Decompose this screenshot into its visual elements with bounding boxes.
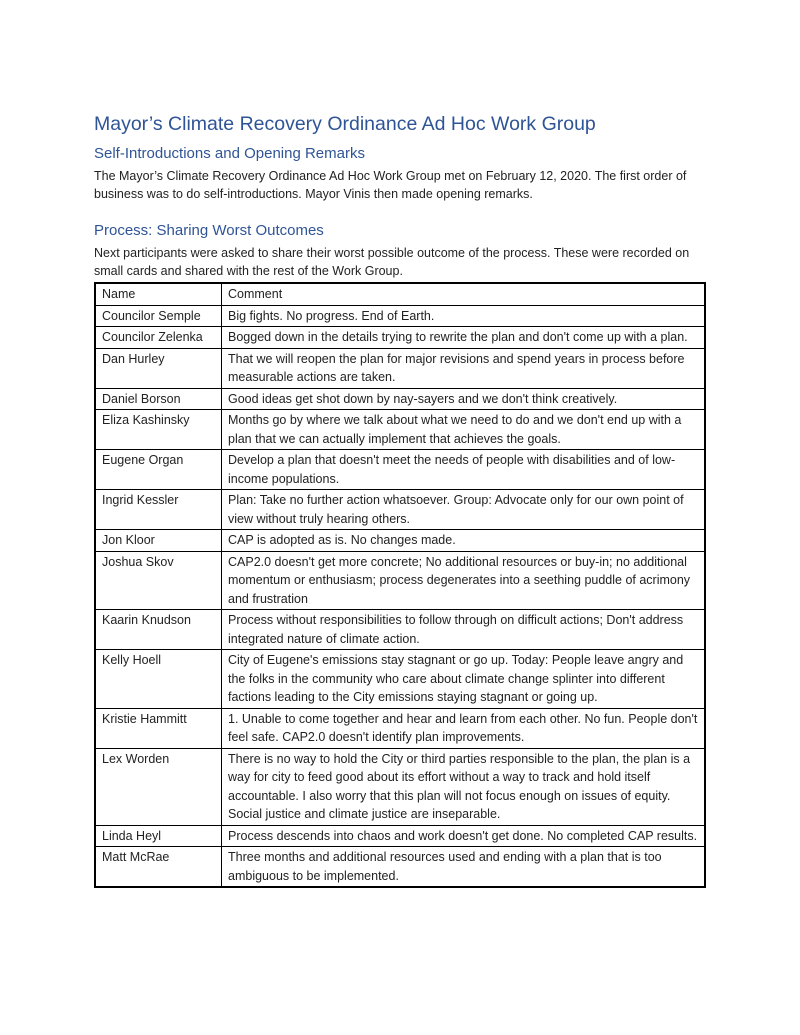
name-cell: Councilor Zelenka [95, 327, 222, 349]
table-row [95, 847, 705, 888]
comment-cell: There is no way to hold the City or third parties responsible to the plan, the plan is a way for city to feed good about its effort without a way to track and hold itself accountable. I also worry that this plan will not focus enough on issues of equity. Social justice and climate justice are inseparable. [222, 748, 706, 825]
name-cell: Kaarin Knudson [95, 610, 222, 650]
table-row [95, 650, 705, 709]
table-header-row [95, 283, 705, 305]
comment-cell: Process without responsibilities to follow through on difficult actions; Don't address integrated nature of climate action. [222, 610, 706, 650]
column-header-name: Name [95, 283, 222, 305]
table-row [95, 450, 705, 490]
name-cell: Kelly Hoell [95, 650, 222, 709]
table-row [95, 530, 705, 552]
section-heading-introductions: Self-Introductions and Opening Remarks [94, 145, 365, 162]
name-cell: Kristie Hammitt [95, 708, 222, 748]
comment-cell: CAP2.0 doesn't get more concrete; No additional resources or buy-in; no additional momentum or enthusiasm; process degenerates into a seething puddle of acrimony and frustration [222, 551, 706, 610]
name-cell: Linda Heyl [95, 825, 222, 847]
comment-cell: Process descends into chaos and work doesn't get done. No completed CAP results. [222, 825, 706, 847]
comment-cell: Months go by where we talk about what we need to do and we don't end up with a plan that we can actually implement that achieves the goals. [222, 410, 706, 450]
table-row [95, 410, 705, 450]
worst-outcomes-table [94, 282, 706, 888]
section-body-worst-outcomes: Next participants were asked to share their worst possible outcome of the process. These were recorded on small cards and shared with the rest of the Work Group. [94, 246, 690, 278]
document-title: Mayor’s Climate Recovery Ordinance Ad Hoc Work Group [94, 113, 596, 135]
comment-cell: Bogged down in the details trying to rewrite the plan and don't come up with a plan. [222, 327, 706, 349]
column-header-comment: Comment [222, 283, 706, 305]
table-row [95, 610, 705, 650]
table-row [95, 490, 705, 530]
name-cell: Joshua Skov [95, 551, 222, 610]
table-row [95, 748, 705, 825]
comment-cell: CAP is adopted as is. No changes made. [222, 530, 706, 552]
table-row [95, 305, 705, 327]
comment-cell: Three months and additional resources used and ending with a plan that is too ambiguous to be implemented. [222, 847, 706, 888]
comment-cell: Good ideas get shot down by nay-sayers and we don't think creatively. [222, 388, 706, 410]
section-heading-worst-outcomes: Process: Sharing Worst Outcomes [94, 222, 324, 239]
table-row [95, 708, 705, 748]
name-cell: Lex Worden [95, 748, 222, 825]
name-cell: Dan Hurley [95, 348, 222, 388]
name-cell: Ingrid Kessler [95, 490, 222, 530]
spacer [94, 203, 706, 221]
table-row [95, 327, 705, 349]
name-cell: Councilor Semple [95, 305, 222, 327]
comment-cell: Develop a plan that doesn't meet the needs of people with disabilities and of low-income populations. [222, 450, 706, 490]
name-cell: Eliza Kashinsky [95, 410, 222, 450]
table-row [95, 825, 705, 847]
comment-cell: Plan: Take no further action whatsoever. Group: Advocate only for our own point of view without truly hearing others. [222, 490, 706, 530]
table-row [95, 388, 705, 410]
comment-cell: Big fights. No progress. End of Earth. [222, 305, 706, 327]
section-body-introductions: The Mayor’s Climate Recovery Ordinance Ad Hoc Work Group met on February 12, 2020. The first order of business was to do self-introductions. Mayor Vinis then made opening remarks. [94, 169, 687, 201]
comment-cell: 1. Unable to come together and hear and learn from each other. No fun. People don't feel safe. CAP2.0 doesn't identify plan improvements. [222, 708, 706, 748]
name-cell: Jon Kloor [95, 530, 222, 552]
comment-cell: That we will reopen the plan for major revisions and spend years in process before measurable actions are taken. [222, 348, 706, 388]
table-row [95, 551, 705, 610]
comment-cell: City of Eugene's emissions stay stagnant or go up. Today: People leave angry and the folks in the community who care about climate change splinter into different factions leading to the City emissions staying stagnant or going up. [222, 650, 706, 709]
table-row [95, 348, 705, 388]
name-cell: Eugene Organ [95, 450, 222, 490]
name-cell: Matt McRae [95, 847, 222, 888]
name-cell: Daniel Borson [95, 388, 222, 410]
document-page [94, 112, 706, 888]
